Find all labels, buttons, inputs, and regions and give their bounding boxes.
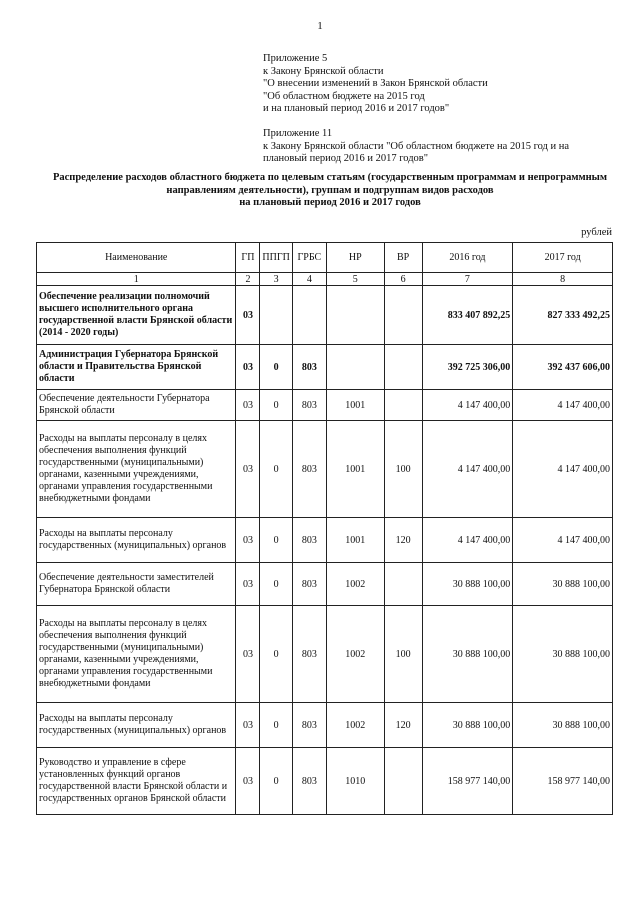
row-amount-2017: 30 888 100,00 [513, 563, 613, 606]
row-amount-2016: 392 725 306,00 [422, 345, 513, 390]
row-name: Расходы на выплаты персоналу в целях обеспечения выполнения функций государственными (муниципальными) органами, казенными учреждениями, органами управления государственными внебюджетными фондами [37, 421, 236, 518]
row-amount-2017: 4 147 400,00 [513, 390, 613, 421]
row-vr [384, 345, 422, 390]
row-amount-2016: 30 888 100,00 [422, 703, 513, 748]
row-grbs: 803 [292, 390, 326, 421]
table-row [37, 703, 613, 748]
row-gp: 03 [236, 421, 260, 518]
row-nr [326, 345, 384, 390]
row-gp: 03 [236, 606, 260, 703]
table-row [37, 345, 613, 390]
column-number: 2 [236, 273, 260, 286]
row-nr: 1002 [326, 563, 384, 606]
header-nr: НР [326, 243, 384, 273]
row-name: Администрация Губернатора Брянской области и Правительства Брянской области [37, 345, 236, 390]
column-number: 4 [292, 273, 326, 286]
row-amount-2017: 392 437 606,00 [513, 345, 613, 390]
title-line: направлениям деятельности), группам и подгруппам видов расходов [166, 184, 494, 196]
budget-table [36, 242, 613, 815]
appendix-11-header [263, 128, 569, 166]
row-vr [384, 563, 422, 606]
row-amount-2016: 30 888 100,00 [422, 606, 513, 703]
row-gp: 03 [236, 748, 260, 815]
page-number: 1 [317, 20, 323, 32]
row-ppgp: 0 [260, 703, 292, 748]
row-nr: 1001 [326, 421, 384, 518]
row-amount-2017: 158 977 140,00 [513, 748, 613, 815]
appendix-5-line: Приложение 5 [263, 53, 328, 64]
table-body [37, 286, 613, 815]
column-number: 7 [422, 273, 513, 286]
appendix-5-header [263, 53, 488, 116]
header-row [37, 243, 613, 273]
row-ppgp [260, 286, 292, 345]
column-number: 5 [326, 273, 384, 286]
row-grbs: 803 [292, 606, 326, 703]
row-amount-2016: 833 407 892,25 [422, 286, 513, 345]
header-vr: ВР [384, 243, 422, 273]
title-line: Распределение расходов областного бюджета по целевым статьям (государственным программам и непрограммным [52, 172, 608, 183]
row-amount-2017: 827 333 492,25 [513, 286, 613, 345]
appendix-11-line: плановый период 2016 и 2017 годов" [263, 153, 429, 164]
row-gp: 03 [236, 390, 260, 421]
row-ppgp: 0 [260, 606, 292, 703]
row-ppgp: 0 [260, 563, 292, 606]
row-gp: 03 [236, 563, 260, 606]
appendix-5-line: к Закону Брянской области [263, 65, 384, 77]
row-nr: 1002 [326, 606, 384, 703]
row-nr: 1001 [326, 390, 384, 421]
row-nr: 1001 [326, 518, 384, 563]
row-amount-2017: 30 888 100,00 [513, 703, 613, 748]
column-number: 1 [37, 273, 236, 286]
appendix-11-line: к Закону Брянской области "Об областном бюджете на 2015 год и на [263, 140, 570, 152]
column-number: 3 [260, 273, 292, 286]
row-gp: 03 [236, 345, 260, 390]
row-amount-2016: 30 888 100,00 [422, 563, 513, 606]
row-grbs: 803 [292, 563, 326, 606]
table-row [37, 421, 613, 518]
row-grbs: 803 [292, 345, 326, 390]
row-gp: 03 [236, 703, 260, 748]
row-gp: 03 [236, 286, 260, 345]
row-amount-2016: 4 147 400,00 [422, 518, 513, 563]
row-name: Расходы на выплаты персоналу государственных (муниципальных) органов [37, 703, 236, 748]
row-amount-2017: 4 147 400,00 [513, 518, 613, 563]
row-name: Обеспечение реализации полномочий высшего исполнительного органа государственной власти Брянской области (2014 - 2020 годы) [37, 286, 236, 345]
row-ppgp: 0 [260, 345, 292, 390]
column-number: 8 [513, 273, 613, 286]
row-grbs [292, 286, 326, 345]
appendix-11-line: Приложение 11 [263, 128, 333, 139]
row-nr: 1002 [326, 703, 384, 748]
appendix-5-line: "Об областном бюджете на 2015 год [263, 90, 425, 102]
header-grbs: ГРБС [292, 243, 326, 273]
row-amount-2017: 30 888 100,00 [513, 606, 613, 703]
title-line: на плановый период 2016 и 2017 годов [239, 197, 421, 208]
table-row [37, 286, 613, 345]
row-ppgp: 0 [260, 421, 292, 518]
row-amount-2016: 158 977 140,00 [422, 748, 513, 815]
appendix-5-line: и на плановый период 2016 и 2017 годов" [263, 103, 450, 114]
row-amount-2016: 4 147 400,00 [422, 390, 513, 421]
row-vr: 100 [384, 606, 422, 703]
header-ppgp: ППГП [260, 243, 292, 273]
row-name: Обеспечение деятельности Губернатора Брянской области [37, 390, 236, 421]
document-title [30, 172, 630, 210]
header-2017: 2017 год [513, 243, 613, 273]
row-nr: 1010 [326, 748, 384, 815]
header-2016: 2016 год [422, 243, 513, 273]
column-number: 6 [384, 273, 422, 286]
row-vr: 120 [384, 518, 422, 563]
row-vr [384, 390, 422, 421]
row-amount-2016: 4 147 400,00 [422, 421, 513, 518]
row-name: Руководство и управление в сфере установленных функций органов государственной власти Брянской области и государственных органов Брянской области [37, 748, 236, 815]
column-number-row [37, 273, 613, 286]
appendix-5-line: "О внесении изменений в Закон Брянской области [263, 78, 488, 89]
currency-unit: рублей [581, 227, 612, 238]
row-nr [326, 286, 384, 345]
table-row [37, 748, 613, 815]
row-vr [384, 286, 422, 345]
row-name: Обеспечение деятельности заместителей Губернатора Брянской области [37, 563, 236, 606]
row-vr: 120 [384, 703, 422, 748]
row-vr: 100 [384, 421, 422, 518]
header-name: Наименование [37, 243, 236, 273]
table-row [37, 390, 613, 421]
table-row [37, 563, 613, 606]
row-name: Расходы на выплаты персоналу государственных (муниципальных) органов [37, 518, 236, 563]
row-name: Расходы на выплаты персоналу в целях обеспечения выполнения функций государственными (муниципальными) органами, казенными учреждениями, органами управления государственными внебюджетными фондами [37, 606, 236, 703]
row-grbs: 803 [292, 703, 326, 748]
row-gp: 03 [236, 518, 260, 563]
row-amount-2017: 4 147 400,00 [513, 421, 613, 518]
header-gp: ГП [236, 243, 260, 273]
table-row [37, 606, 613, 703]
row-grbs: 803 [292, 748, 326, 815]
row-ppgp: 0 [260, 390, 292, 421]
row-grbs: 803 [292, 518, 326, 563]
row-ppgp: 0 [260, 518, 292, 563]
row-grbs: 803 [292, 421, 326, 518]
row-vr [384, 748, 422, 815]
table-row [37, 518, 613, 563]
row-ppgp: 0 [260, 748, 292, 815]
